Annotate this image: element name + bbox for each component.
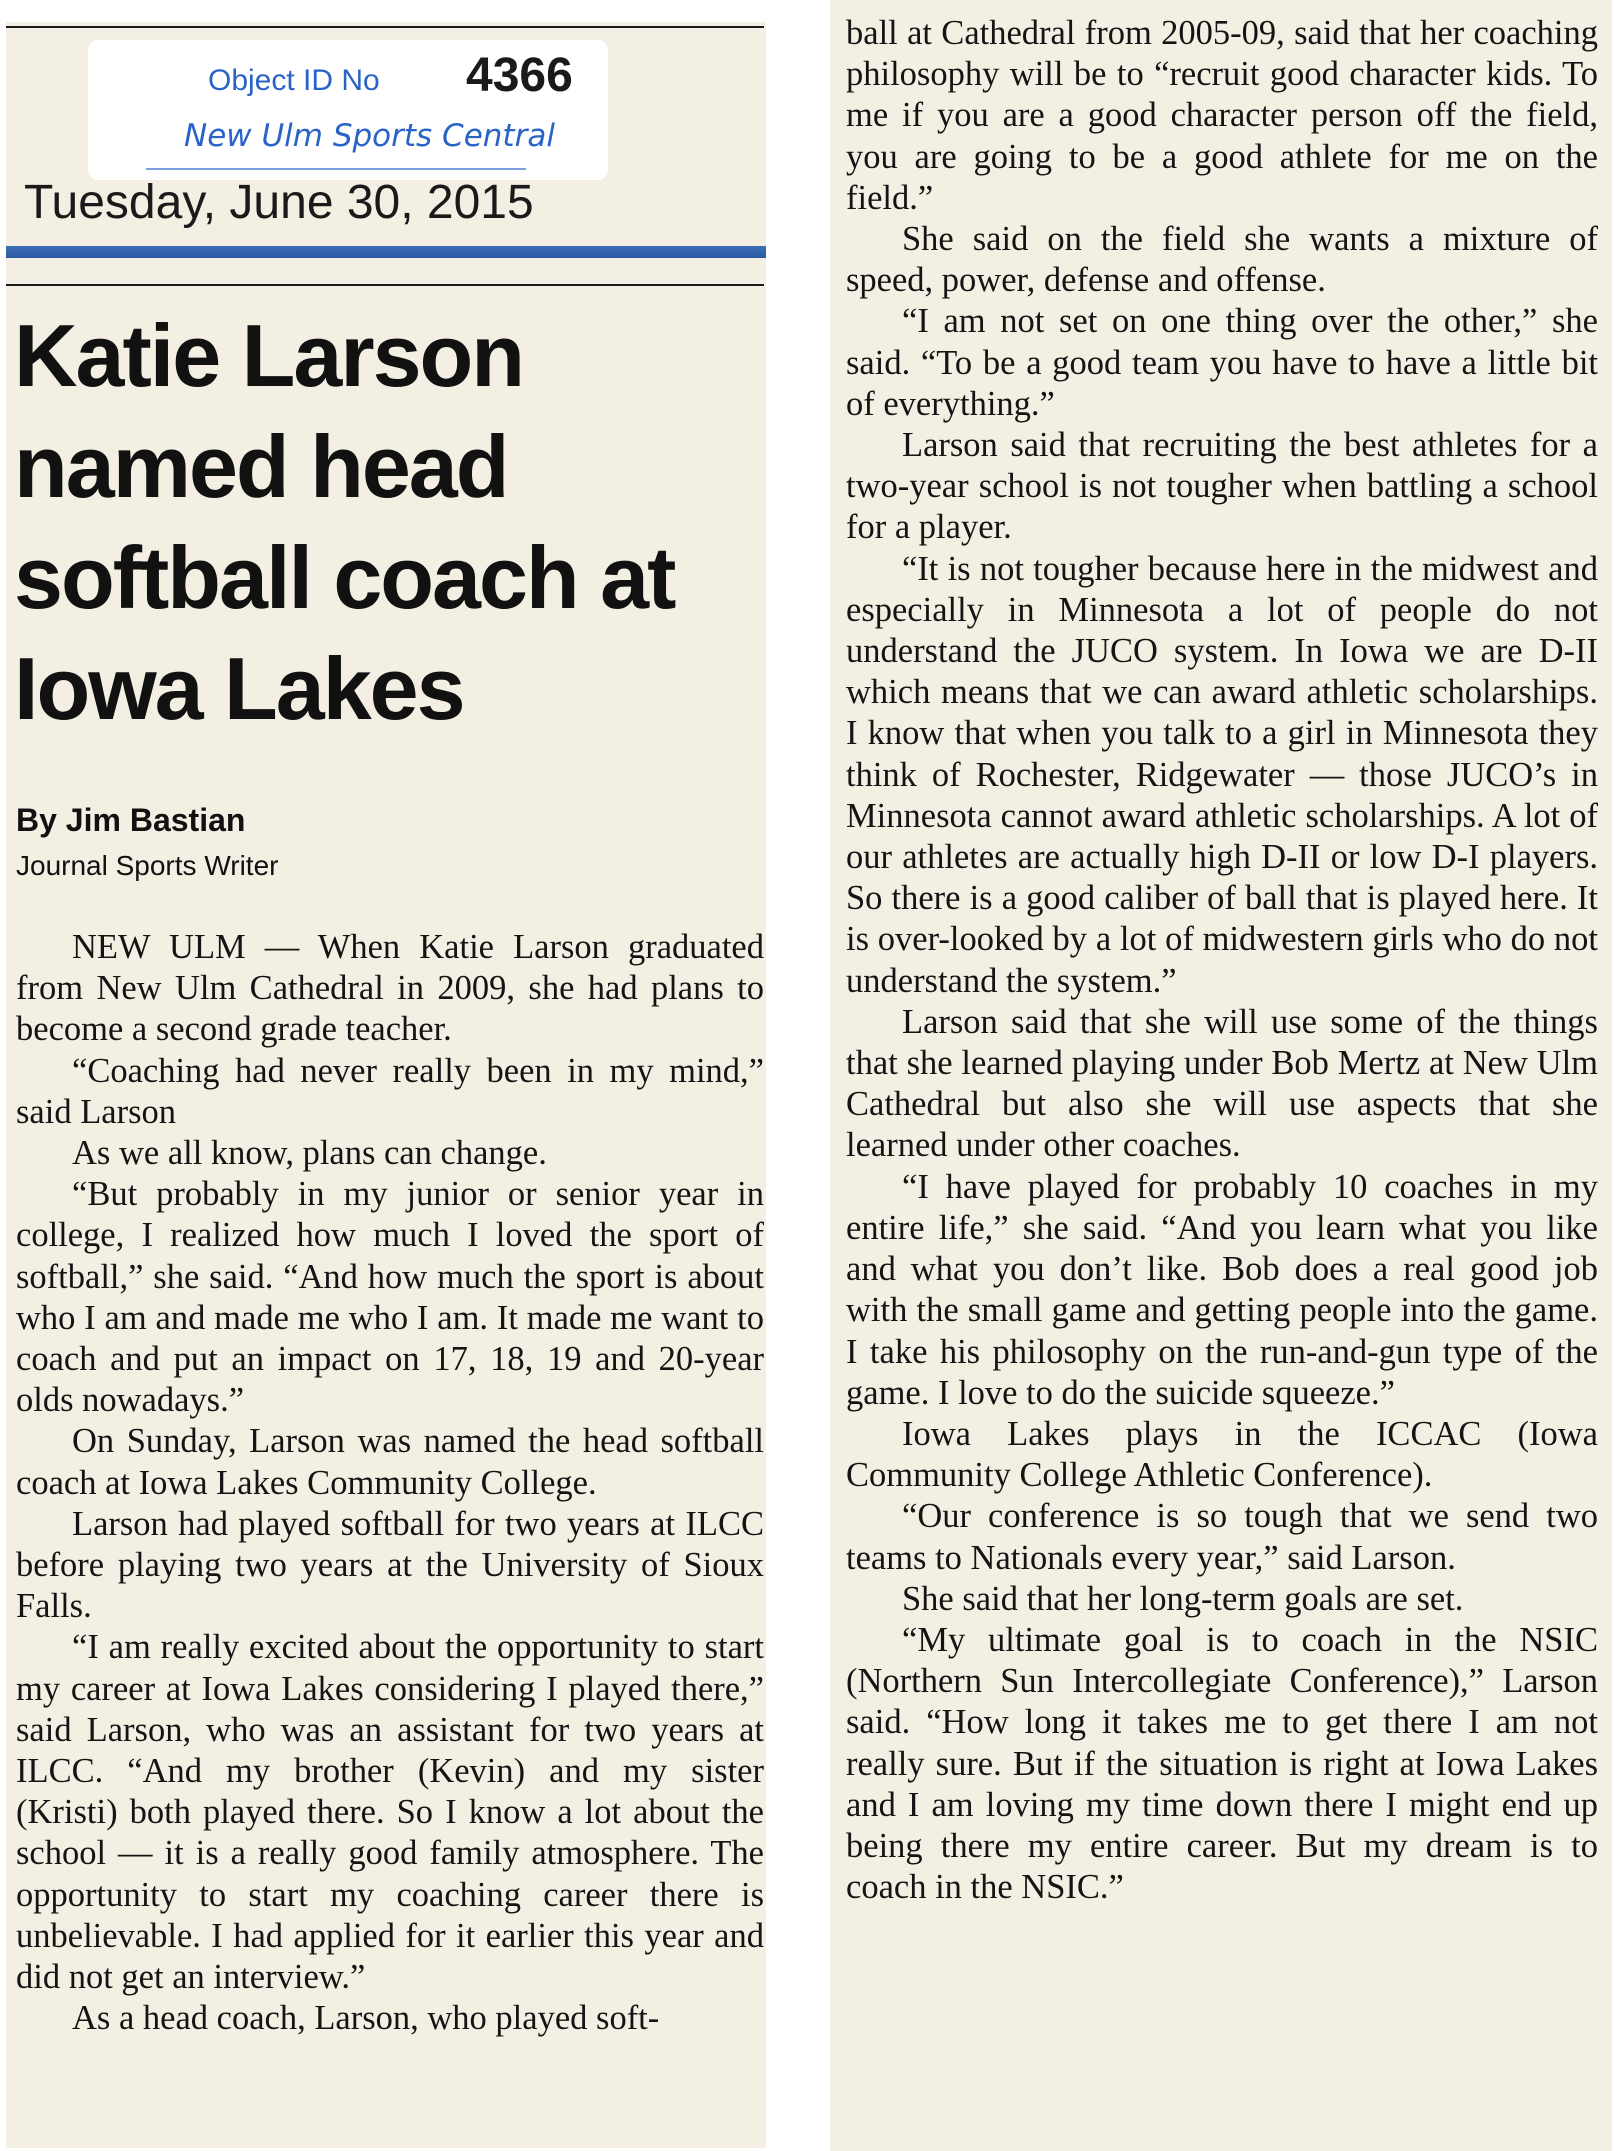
article-column-right	[846, 13, 1598, 1908]
paragraph: Iowa Lakes plays in the ICCAC (Iowa Community College Athletic Conference).	[846, 1414, 1598, 1495]
paragraph: “But probably in my junior or senior year in college, I realized how much I loved the sport of softball,” she said. “And how much the sport is about who I am and made me who I am. It made me want to coach and put an impact on 17, 18, 19 and 20-year olds nowadays.”	[16, 1175, 764, 1420]
object-id-number: 4366	[466, 49, 573, 102]
paragraph: She said on the field she wants a mixture of speed, power, defense and offense.	[846, 220, 1598, 300]
paragraph: “I have played for probably 10 coaches in my entire life,” she said. “And you learn what you like and what you don’t like. Bob does a real good job with the small game and getting people into the game. I take his philosophy on the run-and-gun type of the game. I love to do the suicide squeeze.”	[846, 1167, 1598, 1412]
paragraph: On Sunday, Larson was named the head softball coach at Iowa Lakes Community College.	[16, 1422, 764, 1502]
article-column-left	[16, 927, 764, 2039]
paragraph: NEW ULM — When Katie Larson graduated from New Ulm Cathedral in 2009, she had plans to become a second grade teacher.	[16, 928, 764, 1049]
paragraph: “Our conference is so tough that we send two teams to Nationals every year,” said Larson.	[846, 1497, 1598, 1577]
object-id-label: Object ID No	[208, 64, 380, 97]
paragraph: “I am really excited about the opportunity to start my career at Iowa Lakes considering I played there,” said Larson, who was an assistant for two years at ILCC. “And my brother (Kevin) and my sister (Kristi) both played there. So I know a lot about the school — it is a really good family atmosphere. The opportunity to start my coaching career there is unbelievable. I had applied for it earlier this year and did not get an interview.”	[16, 1628, 764, 1997]
paragraph: She said that her long-term goals are set.	[902, 1579, 1464, 1618]
paragraph: As we all know, plans can change.	[72, 1134, 547, 1173]
byline-role: Journal Sports Writer	[16, 850, 279, 881]
paragraph: As a head coach, Larson, who played soft-	[72, 1999, 660, 2038]
paragraph: “My ultimate goal is to coach in the NSIC (Northern Sun Intercollegiate Conference),” Larson said. “How long it takes me to get there I am not really sure. But if the situation is right at Iowa Lakes and I am loving my time down there I might end up being there my entire career. But my dream is to coach in the NSIC.”	[846, 1620, 1598, 1907]
paragraph: Larson had played softball for two years at ILCC before playing two years at the University of Sioux Falls.	[16, 1504, 764, 1626]
dateline: Tuesday, June 30, 2015	[24, 176, 534, 229]
headline: Katie Larson named head softball coach at Iowa Lakes	[14, 306, 675, 738]
paragraph: ball at Cathedral from 2005-09, said that her coaching philosophy will be to “recruit good character kids. To me if you are a good character person off the field, you are going to be a good athlete for me on the field.”	[846, 14, 1598, 217]
paragraph: Larson said that she will use some of the things that she learned playing under Bob Mertz at New Ulm Cathedral but also she will use aspects that she learned under other coaches.	[846, 1002, 1598, 1165]
top-rule	[6, 26, 764, 28]
paragraph: Larson said that recruiting the best athletes for a two-year school is not tougher when battling a school for a player.	[846, 426, 1598, 547]
paragraph: “It is not tougher because here in the midwest and especially in Minnesota a lot of people do not understand the JUCO system. In Iowa we are D-II which means that we can award athletic scholarships. I know that when you talk to a girl in Minnesota they think of Rochester, Ridgewater — those JUCO’s in Minnesota cannot award athletic scholarships. A lot of our athletes are actually high D-II or low D-I players. So there is a good caliber of ball that is played here. It is over-looked by a lot of midwestern girls who do not understand the system.”	[846, 549, 1598, 1000]
date-band	[6, 246, 766, 258]
source-label: New Ulm Sports Central	[184, 118, 555, 154]
label-underline	[146, 168, 526, 170]
archive-label	[88, 40, 608, 180]
paragraph: “I am not set on one thing over the other,” she said. “To be a good team you have to have a little bit of everything.”	[846, 302, 1598, 423]
byline: By Jim Bastian	[16, 802, 246, 838]
paragraph: “Coaching had never really been in my mind,” said Larson	[16, 1051, 764, 1131]
headline-rule	[6, 284, 764, 286]
